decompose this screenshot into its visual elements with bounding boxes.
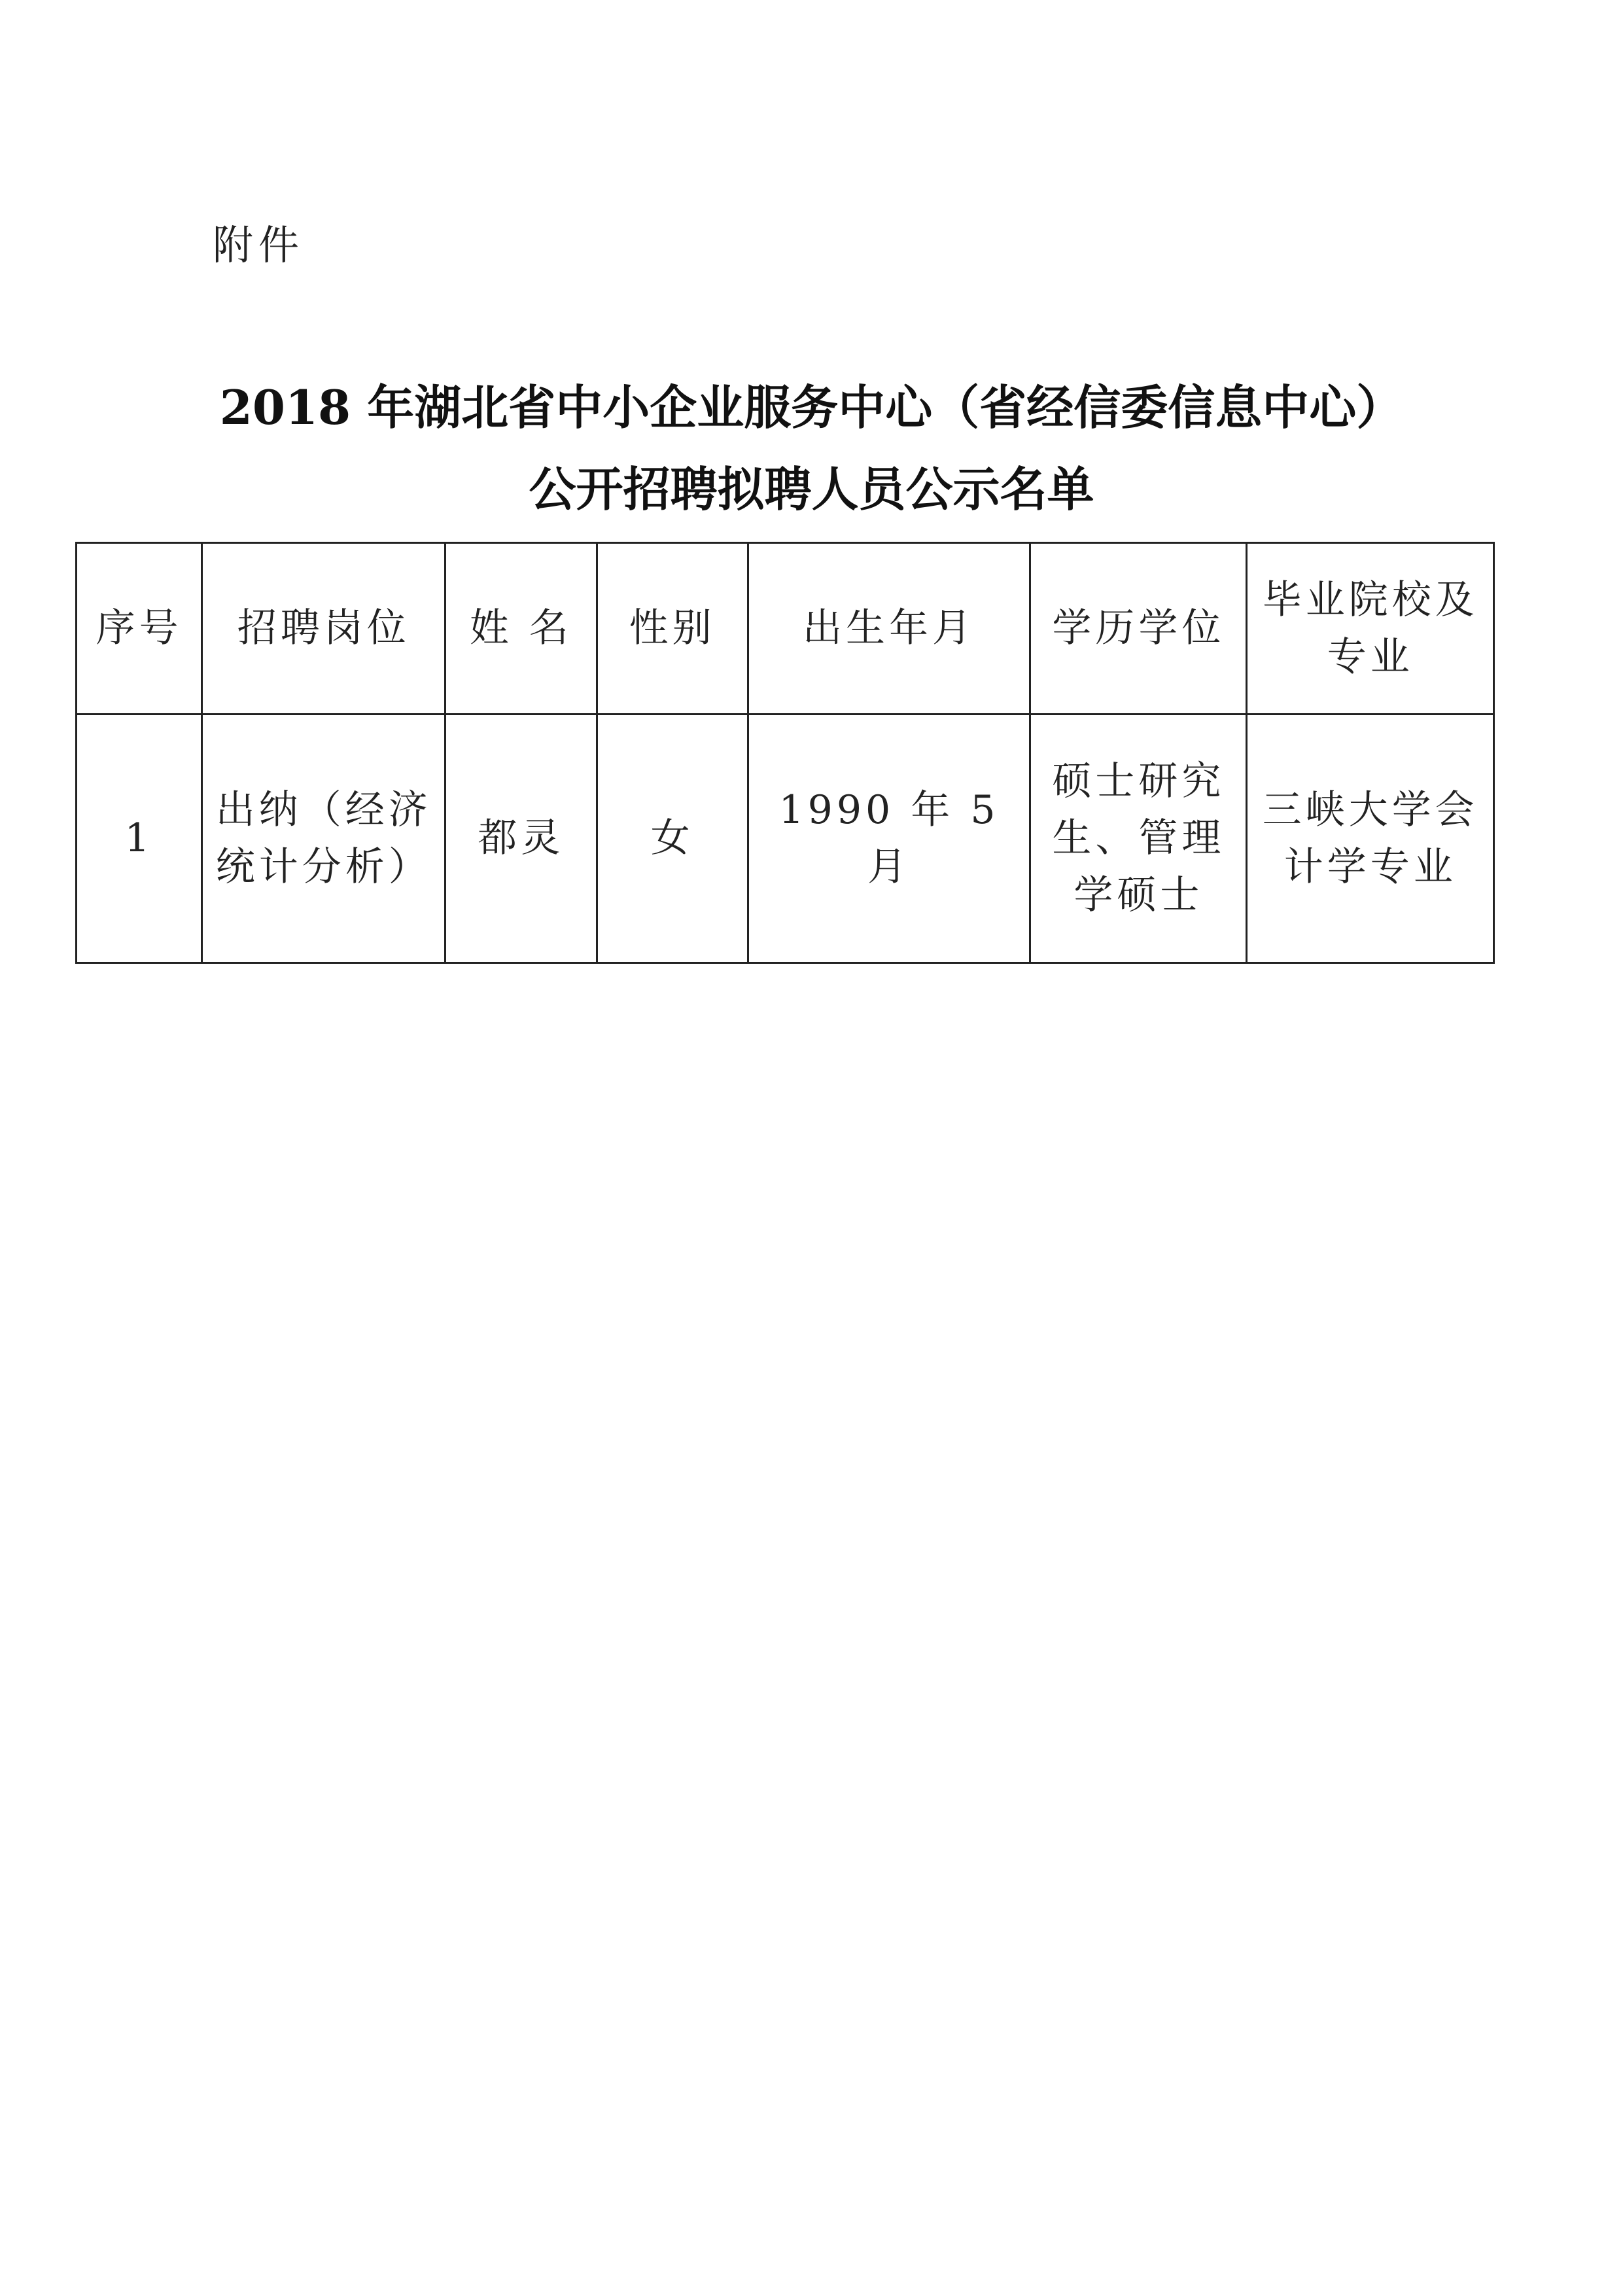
- cell-seq: 1: [77, 715, 202, 963]
- document-title-line-1: 2018 年湖北省中小企业服务中心（省经信委信息中心）: [219, 380, 1404, 435]
- document-title-line-2: 公开招聘拟聘人员公示名单: [529, 461, 1094, 517]
- header-birth: 出生年月: [748, 543, 1030, 715]
- table-header-row: [77, 543, 1494, 715]
- header-seq: 序号: [77, 543, 202, 715]
- header-position: 招聘岗位: [202, 543, 445, 715]
- header-degree: 学历学位: [1030, 543, 1247, 715]
- attachment-label: 附件: [213, 221, 305, 269]
- candidate-table: [75, 542, 1495, 964]
- header-gender: 性别: [597, 543, 748, 715]
- cell-name: 都灵: [445, 715, 597, 963]
- cell-school: 三峡大学会计学专业: [1247, 715, 1494, 963]
- cell-position: 出纳（经济统计分析）: [202, 715, 445, 963]
- table-row: [77, 715, 1494, 963]
- header-name: 姓 名: [445, 543, 597, 715]
- header-school: 毕业院校及专业: [1247, 543, 1494, 715]
- cell-degree: 硕士研究生、管理学硕士: [1030, 715, 1247, 963]
- cell-gender: 女: [597, 715, 748, 963]
- cell-birth: 1990 年 5 月: [748, 715, 1030, 963]
